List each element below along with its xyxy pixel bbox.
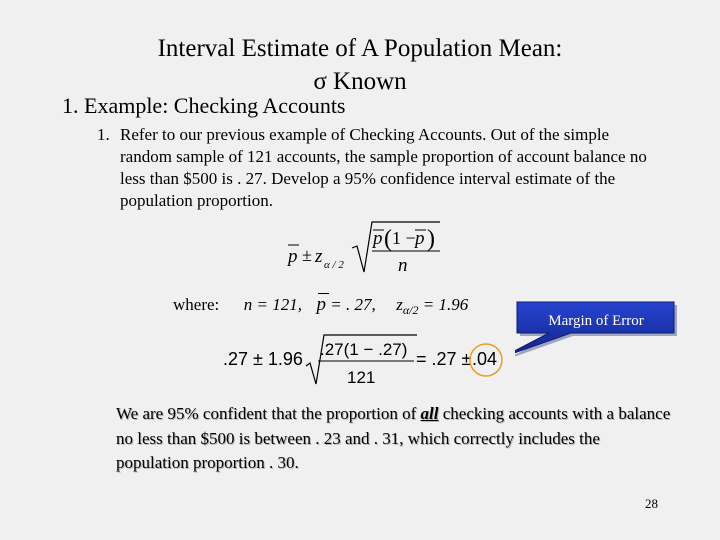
formula-num-one-minus: 1 − bbox=[392, 228, 416, 248]
close-paren: ) bbox=[427, 226, 435, 252]
callout-box bbox=[515, 302, 674, 357]
interval-formula bbox=[282, 216, 452, 276]
formula-plusminus: ± bbox=[302, 245, 312, 265]
bullet-level-1 bbox=[62, 93, 346, 119]
where-n: n = 121, bbox=[243, 295, 302, 314]
bullet-1-number: 1. bbox=[62, 93, 79, 118]
title-line-2: σ Known bbox=[313, 68, 407, 95]
where-p-value: = . 27, bbox=[326, 295, 376, 314]
callout-text: Margin of Error bbox=[548, 313, 644, 329]
where-z: z bbox=[396, 295, 403, 314]
margin-of-error-callout bbox=[515, 300, 685, 362]
conclusion-text bbox=[116, 402, 676, 476]
formula2-result: = .27 ± bbox=[416, 349, 472, 369]
where-label: where: bbox=[173, 295, 220, 314]
formula2-num: .27(1 − .27) bbox=[320, 340, 408, 359]
formula-z-subscript: α / 2 bbox=[324, 259, 344, 271]
slide-title bbox=[0, 32, 720, 98]
formula-num-p: p bbox=[373, 228, 383, 249]
computed-interval bbox=[220, 332, 520, 392]
formula-den: n bbox=[398, 255, 408, 276]
where-pbar: p bbox=[317, 294, 327, 316]
conclusion-pre: We are 95% confident that the proportion of bbox=[116, 404, 421, 423]
formula-z: z bbox=[315, 246, 323, 267]
bullet-2-text: Refer to our previous example of Checking Accounts. Out of the simple random sample of 121 accounts, the sample proportion of account balance no less than $500 is . 27. Develop a 95% confidence interval estimate of the population proportion. bbox=[120, 125, 647, 210]
bullet-2-number: 1. bbox=[97, 125, 110, 144]
formula2-den: 121 bbox=[347, 368, 376, 387]
conclusion-emphasis: all bbox=[420, 404, 439, 423]
bullet-1-text: Example: Checking Accounts bbox=[84, 93, 346, 118]
formula-pbar: p bbox=[288, 246, 298, 267]
formula2-moe: .04 bbox=[472, 349, 498, 369]
where-pbar-line bbox=[318, 293, 329, 294]
page-number: 28 bbox=[645, 496, 658, 511]
bullet-level-2 bbox=[97, 124, 657, 212]
where-row bbox=[173, 294, 468, 318]
where-z-sub: α/2 bbox=[402, 303, 419, 317]
title-line-1: Interval Estimate of A Population Mean: bbox=[157, 35, 563, 62]
formula-num-p2: p bbox=[415, 228, 425, 249]
conclusion-post: checking accounts with a balance no less than $500 is between . 23 and . 31, which correctly includes the population proportion . 30. bbox=[116, 404, 671, 472]
formula2-lead: .27 ± 1.96 bbox=[223, 349, 303, 369]
open-paren: ( bbox=[384, 226, 392, 252]
where-z-value: = 1.96 bbox=[418, 295, 469, 314]
